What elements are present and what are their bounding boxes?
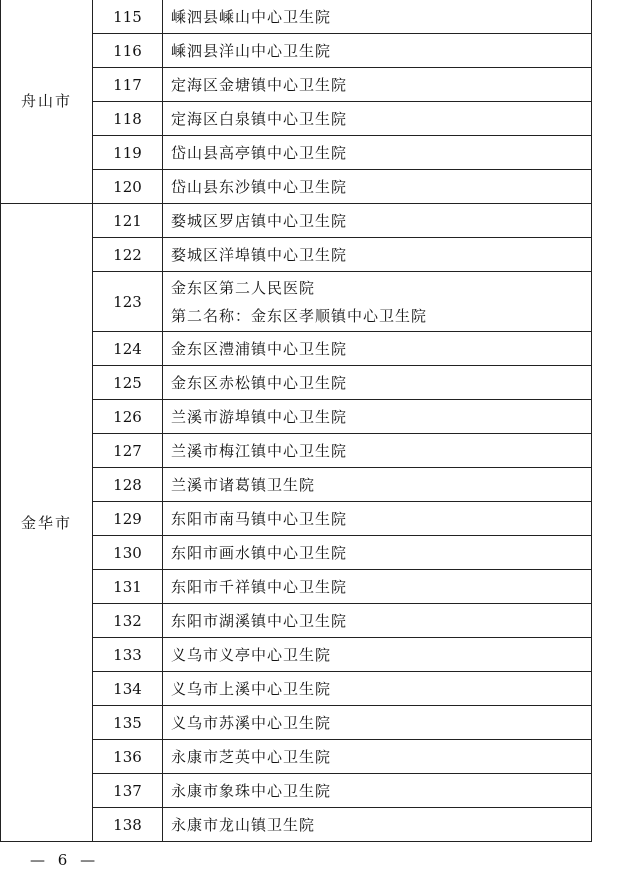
row-number: 136: [93, 740, 163, 774]
row-number: 126: [93, 400, 163, 434]
hospital-name: 定海区金塘镇中心卫生院: [163, 68, 592, 102]
hospital-name: 兰溪市梅江镇中心卫生院: [163, 434, 592, 468]
hospital-alt-name: 第二名称：金东区孝顺镇中心卫生院: [171, 306, 428, 325]
row-number: 123: [93, 272, 163, 332]
hospital-name: 东阳市画水镇中心卫生院: [163, 536, 592, 570]
hospital-name: 永康市象珠中心卫生院: [163, 774, 592, 808]
hospital-name-cell: [163, 272, 592, 332]
row-number: 129: [93, 502, 163, 536]
row-number: 132: [93, 604, 163, 638]
row-number: 138: [93, 808, 163, 842]
hospital-name: 义乌市苏溪中心卫生院: [163, 706, 592, 740]
row-number: 128: [93, 468, 163, 502]
hospital-name: 岱山县东沙镇中心卫生院: [163, 170, 592, 204]
hospital-name: 兰溪市诸葛镇卫生院: [163, 468, 592, 502]
hospital-name: 兰溪市游埠镇中心卫生院: [163, 400, 592, 434]
city-cell: 舟山市: [1, 0, 93, 204]
hospital-name: 永康市龙山镇卫生院: [163, 808, 592, 842]
row-number: 120: [93, 170, 163, 204]
hospital-name: 金东区澧浦镇中心卫生院: [163, 332, 592, 366]
city-cell: 金华市: [1, 204, 93, 842]
row-number: 125: [93, 366, 163, 400]
page-number: — 6 —: [30, 851, 100, 869]
hospital-name: 东阳市南马镇中心卫生院: [163, 502, 592, 536]
row-number: 131: [93, 570, 163, 604]
row-number: 133: [93, 638, 163, 672]
row-number: 135: [93, 706, 163, 740]
hospital-name: 金东区赤松镇中心卫生院: [163, 366, 592, 400]
hospital-name: 义乌市义亭中心卫生院: [163, 638, 592, 672]
hospital-name: 定海区白泉镇中心卫生院: [163, 102, 592, 136]
row-number: 115: [93, 0, 163, 34]
row-number: 122: [93, 238, 163, 272]
row-number: 134: [93, 672, 163, 706]
row-number: 127: [93, 434, 163, 468]
hospital-name: 东阳市千祥镇中心卫生院: [163, 570, 592, 604]
row-number: 119: [93, 136, 163, 170]
hospital-name: 岱山县高亭镇中心卫生院: [163, 136, 592, 170]
row-number: 121: [93, 204, 163, 238]
row-number: 124: [93, 332, 163, 366]
hospital-name: 婺城区洋埠镇中心卫生院: [163, 238, 592, 272]
hospital-name: 永康市芝英中心卫生院: [163, 740, 592, 774]
hospital-name: 金东区第二人民医院: [171, 278, 316, 297]
hospital-name: 义乌市上溪中心卫生院: [163, 672, 592, 706]
table-row: [1, 0, 592, 34]
row-number: 116: [93, 34, 163, 68]
row-number: 117: [93, 68, 163, 102]
hospital-name: 嵊泗县洋山中心卫生院: [163, 34, 592, 68]
row-number: 118: [93, 102, 163, 136]
hospital-name: 嵊泗县嵊山中心卫生院: [163, 0, 592, 34]
row-number: 130: [93, 536, 163, 570]
table-row: [1, 204, 592, 238]
row-number: 137: [93, 774, 163, 808]
hospital-name: 东阳市湖溪镇中心卫生院: [163, 604, 592, 638]
hospital-name: 婺城区罗店镇中心卫生院: [163, 204, 592, 238]
